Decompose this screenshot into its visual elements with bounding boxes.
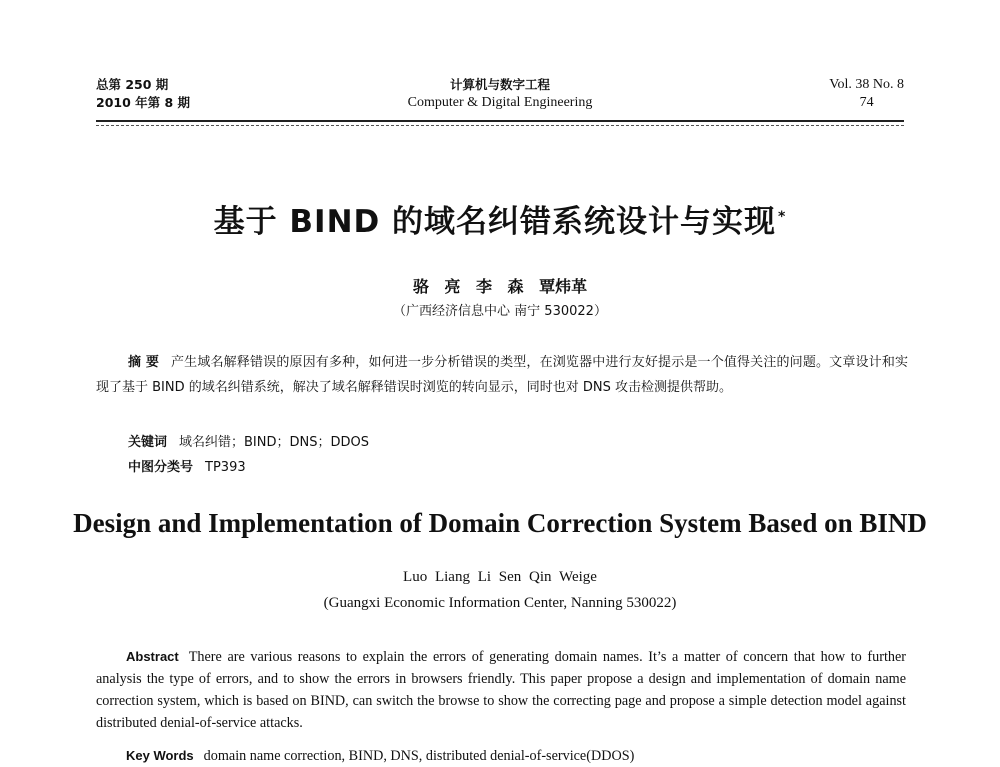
keywords-cn-label: 关键词 — [128, 435, 168, 450]
volume-info — [829, 76, 904, 112]
volume-number: Vol. 38 No. 8 — [829, 77, 904, 92]
abstract-cn-label: 摘 要 — [128, 355, 160, 370]
journal-name-cn: 计算机与数字工程 — [449, 77, 550, 92]
classification-cn-text: TP393 — [205, 460, 246, 475]
page-number: 74 — [859, 95, 874, 110]
affiliation-en: (Guangxi Economic Information Center, Nanning 530022) — [323, 595, 677, 611]
keywords-en — [126, 745, 634, 767]
header-rule-dashed — [96, 125, 904, 126]
issue-total: 总第 250 期 — [96, 77, 169, 92]
title-footnote-mark: * — [778, 208, 787, 225]
keywords-en-text: domain name correction, BIND, DNS, distributed denial-of-service(DDOS) — [203, 748, 635, 764]
header-rule — [96, 120, 904, 122]
journal-name-en: Computer & Digital Engineering — [407, 95, 593, 110]
abstract-en-label: Abstract — [126, 649, 179, 664]
keywords-cn — [128, 430, 369, 455]
classification-cn-label: 中图分类号 — [128, 460, 194, 475]
keywords-cn-text: 域名纠错；BIND；DNS；DDOS — [179, 435, 369, 450]
abstract-cn — [96, 350, 908, 400]
paper-title-en: Design and Implementation of Domain Correction System Based on BIND — [73, 508, 927, 538]
paper-title-cn — [0, 196, 1000, 241]
title-cn-text: 基于 BIND 的域名纠错系统设计与实现 — [213, 204, 777, 240]
keywords-en-label: Key Words — [126, 748, 194, 763]
abstract-cn-text: 产生域名解释错误的原因有多种，如何进一步分析错误的类型，在浏览器中进行友好提示是一个值得关注的问题。文章设计和实现了基于 BIND 的域名纠错系统，解决了域名解释错误时浏览的转向显示，同时也对 DNS 攻击检测提供帮助。 — [96, 355, 908, 395]
classification-cn — [128, 455, 246, 480]
abstract-en — [96, 646, 906, 734]
authors-en: Luo Liang Li Sen Qin Weige — [403, 569, 597, 585]
abstract-en-text: There are various reasons to explain the errors of generating domain names. It’s a matter of concern that how to further analysis the type of errors, and to show the errors in browsers friendly. This paper propose a design and implementation of domain name correction system, which is based on BIND, can switch the browse to show the correcting page and propose a simple detection model against distributed denial-of-service attacks. — [96, 649, 906, 731]
affiliation-cn: （广西经济信息中心 南宁 530022） — [393, 304, 607, 319]
issue-year: 2010 年第 8 期 — [96, 95, 191, 110]
authors-cn: 骆 亮 李 森 覃炜革 — [412, 277, 588, 296]
